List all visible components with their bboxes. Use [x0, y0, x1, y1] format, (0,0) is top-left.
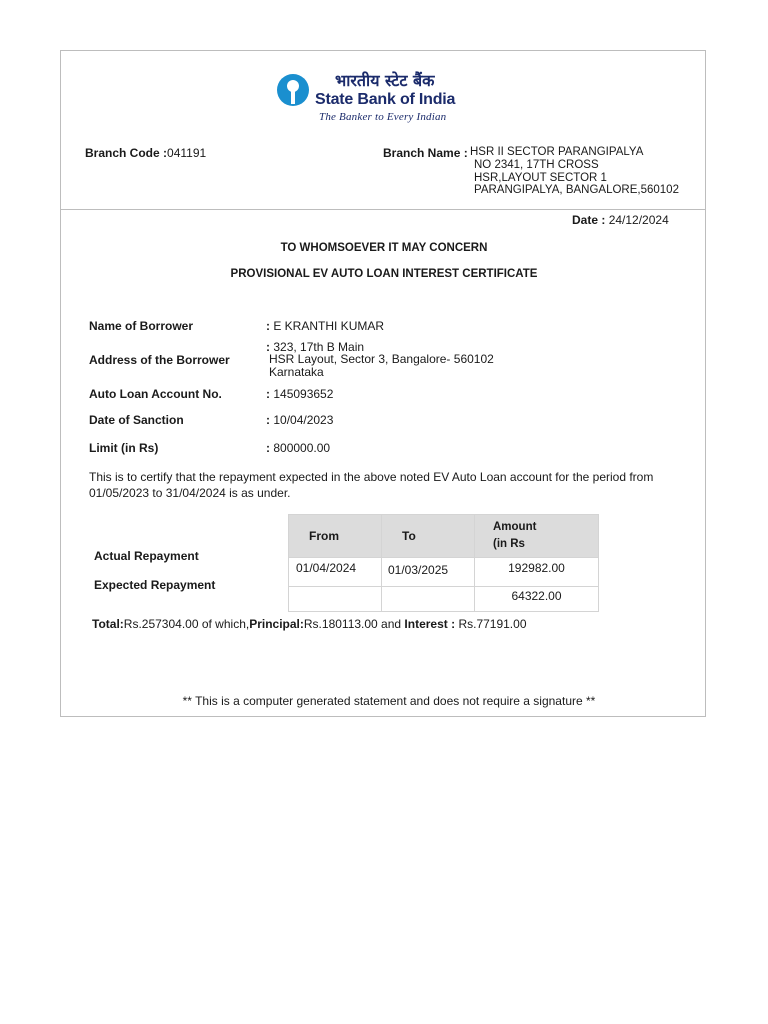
borrower-address-line-3: Karnataka: [269, 365, 324, 379]
repayment-table: [288, 514, 599, 612]
table-header-row: [289, 515, 599, 558]
certificate-document: [60, 50, 706, 717]
branch-name-line-2: NO 2341, 17TH CROSS: [474, 159, 599, 171]
loan-limit: : 800000.00: [266, 441, 331, 455]
to-header: To: [382, 515, 475, 558]
certify-line-2: 01/05/2023 to 31/04/2024 is as under.: [89, 486, 291, 500]
date-value: 24/12/2024: [608, 213, 669, 227]
certify-line-1: This is to certify that the repayment expected in the above noted EV Auto Loan account for the period from: [89, 470, 654, 484]
certificate-title: PROVISIONAL EV AUTO LOAN INTEREST CERTIFICATE: [230, 268, 538, 280]
expected-repayment-label: Expected Repayment: [94, 578, 216, 592]
header-divider: [61, 209, 705, 210]
account-number-label: Auto Loan Account No.: [89, 387, 222, 401]
borrower-name: : E KRANTHI KUMAR: [266, 319, 385, 333]
borrower-name-label: Name of Borrower: [89, 319, 194, 333]
branch-name-line-4: PARANGIPALYA, BANGALORE,560102: [474, 184, 679, 196]
sanction-date: : 10/04/2023: [266, 413, 334, 427]
certificate-date: [572, 213, 669, 227]
borrower-name-value: E KRANTHI KUMAR: [273, 319, 385, 333]
branch-code-value: 041191: [167, 146, 207, 160]
branch-name-line-1: HSR II SECTOR PARANGIPALYA: [470, 146, 644, 158]
bank-name: State Bank of India: [315, 91, 456, 108]
actual-from-cell: 01/04/2024: [289, 558, 382, 587]
actual-amount-cell: 192982.00: [475, 558, 599, 587]
sbi-logo-icon: [277, 74, 309, 106]
table-row: [289, 587, 599, 612]
branch-name-label: Branch Name :: [383, 146, 468, 160]
table-row: [289, 558, 599, 587]
sbi-logo: [275, 70, 499, 136]
totals-line: Total:Rs.257304.00 of which,Principal:Rs.180113.00 and Interest : Rs.77191.00: [92, 617, 527, 631]
bank-name-hindi: भारतीय स्टेट बैंक: [335, 71, 435, 90]
sanction-date-label: Date of Sanction: [89, 413, 184, 427]
branch-name-line-3: HSR,LAYOUT SECTOR 1: [474, 172, 607, 184]
borrower-address-label: Address of the Borrower: [89, 353, 230, 367]
concern-heading: TO WHOMSOEVER IT MAY CONCERN: [280, 242, 488, 254]
actual-repayment-label: Actual Repayment: [94, 549, 199, 563]
bank-tagline: The Banker to Every Indian: [319, 111, 447, 123]
branch-code: [85, 146, 206, 160]
branch-code-label: Branch Code :: [85, 146, 168, 160]
expected-to-cell: [382, 587, 475, 612]
loan-limit-label: Limit (in Rs): [89, 441, 159, 455]
borrower-address-line-1: : 323, 17th B Main: [266, 340, 365, 354]
date-label: Date :: [572, 213, 606, 227]
borrower-address-line-2: HSR Layout, Sector 3, Bangalore- 560102: [269, 352, 494, 366]
from-header: From: [289, 515, 382, 558]
footer-note: ** This is a computer generated statement and does not require a signature **: [182, 694, 596, 708]
expected-from-cell: [289, 587, 382, 612]
account-number: : 145093652: [266, 387, 334, 401]
expected-amount-cell: 64322.00: [475, 587, 599, 612]
amount-header: Amount (in Rs: [475, 515, 599, 558]
actual-to-cell: 01/03/2025: [382, 558, 475, 587]
